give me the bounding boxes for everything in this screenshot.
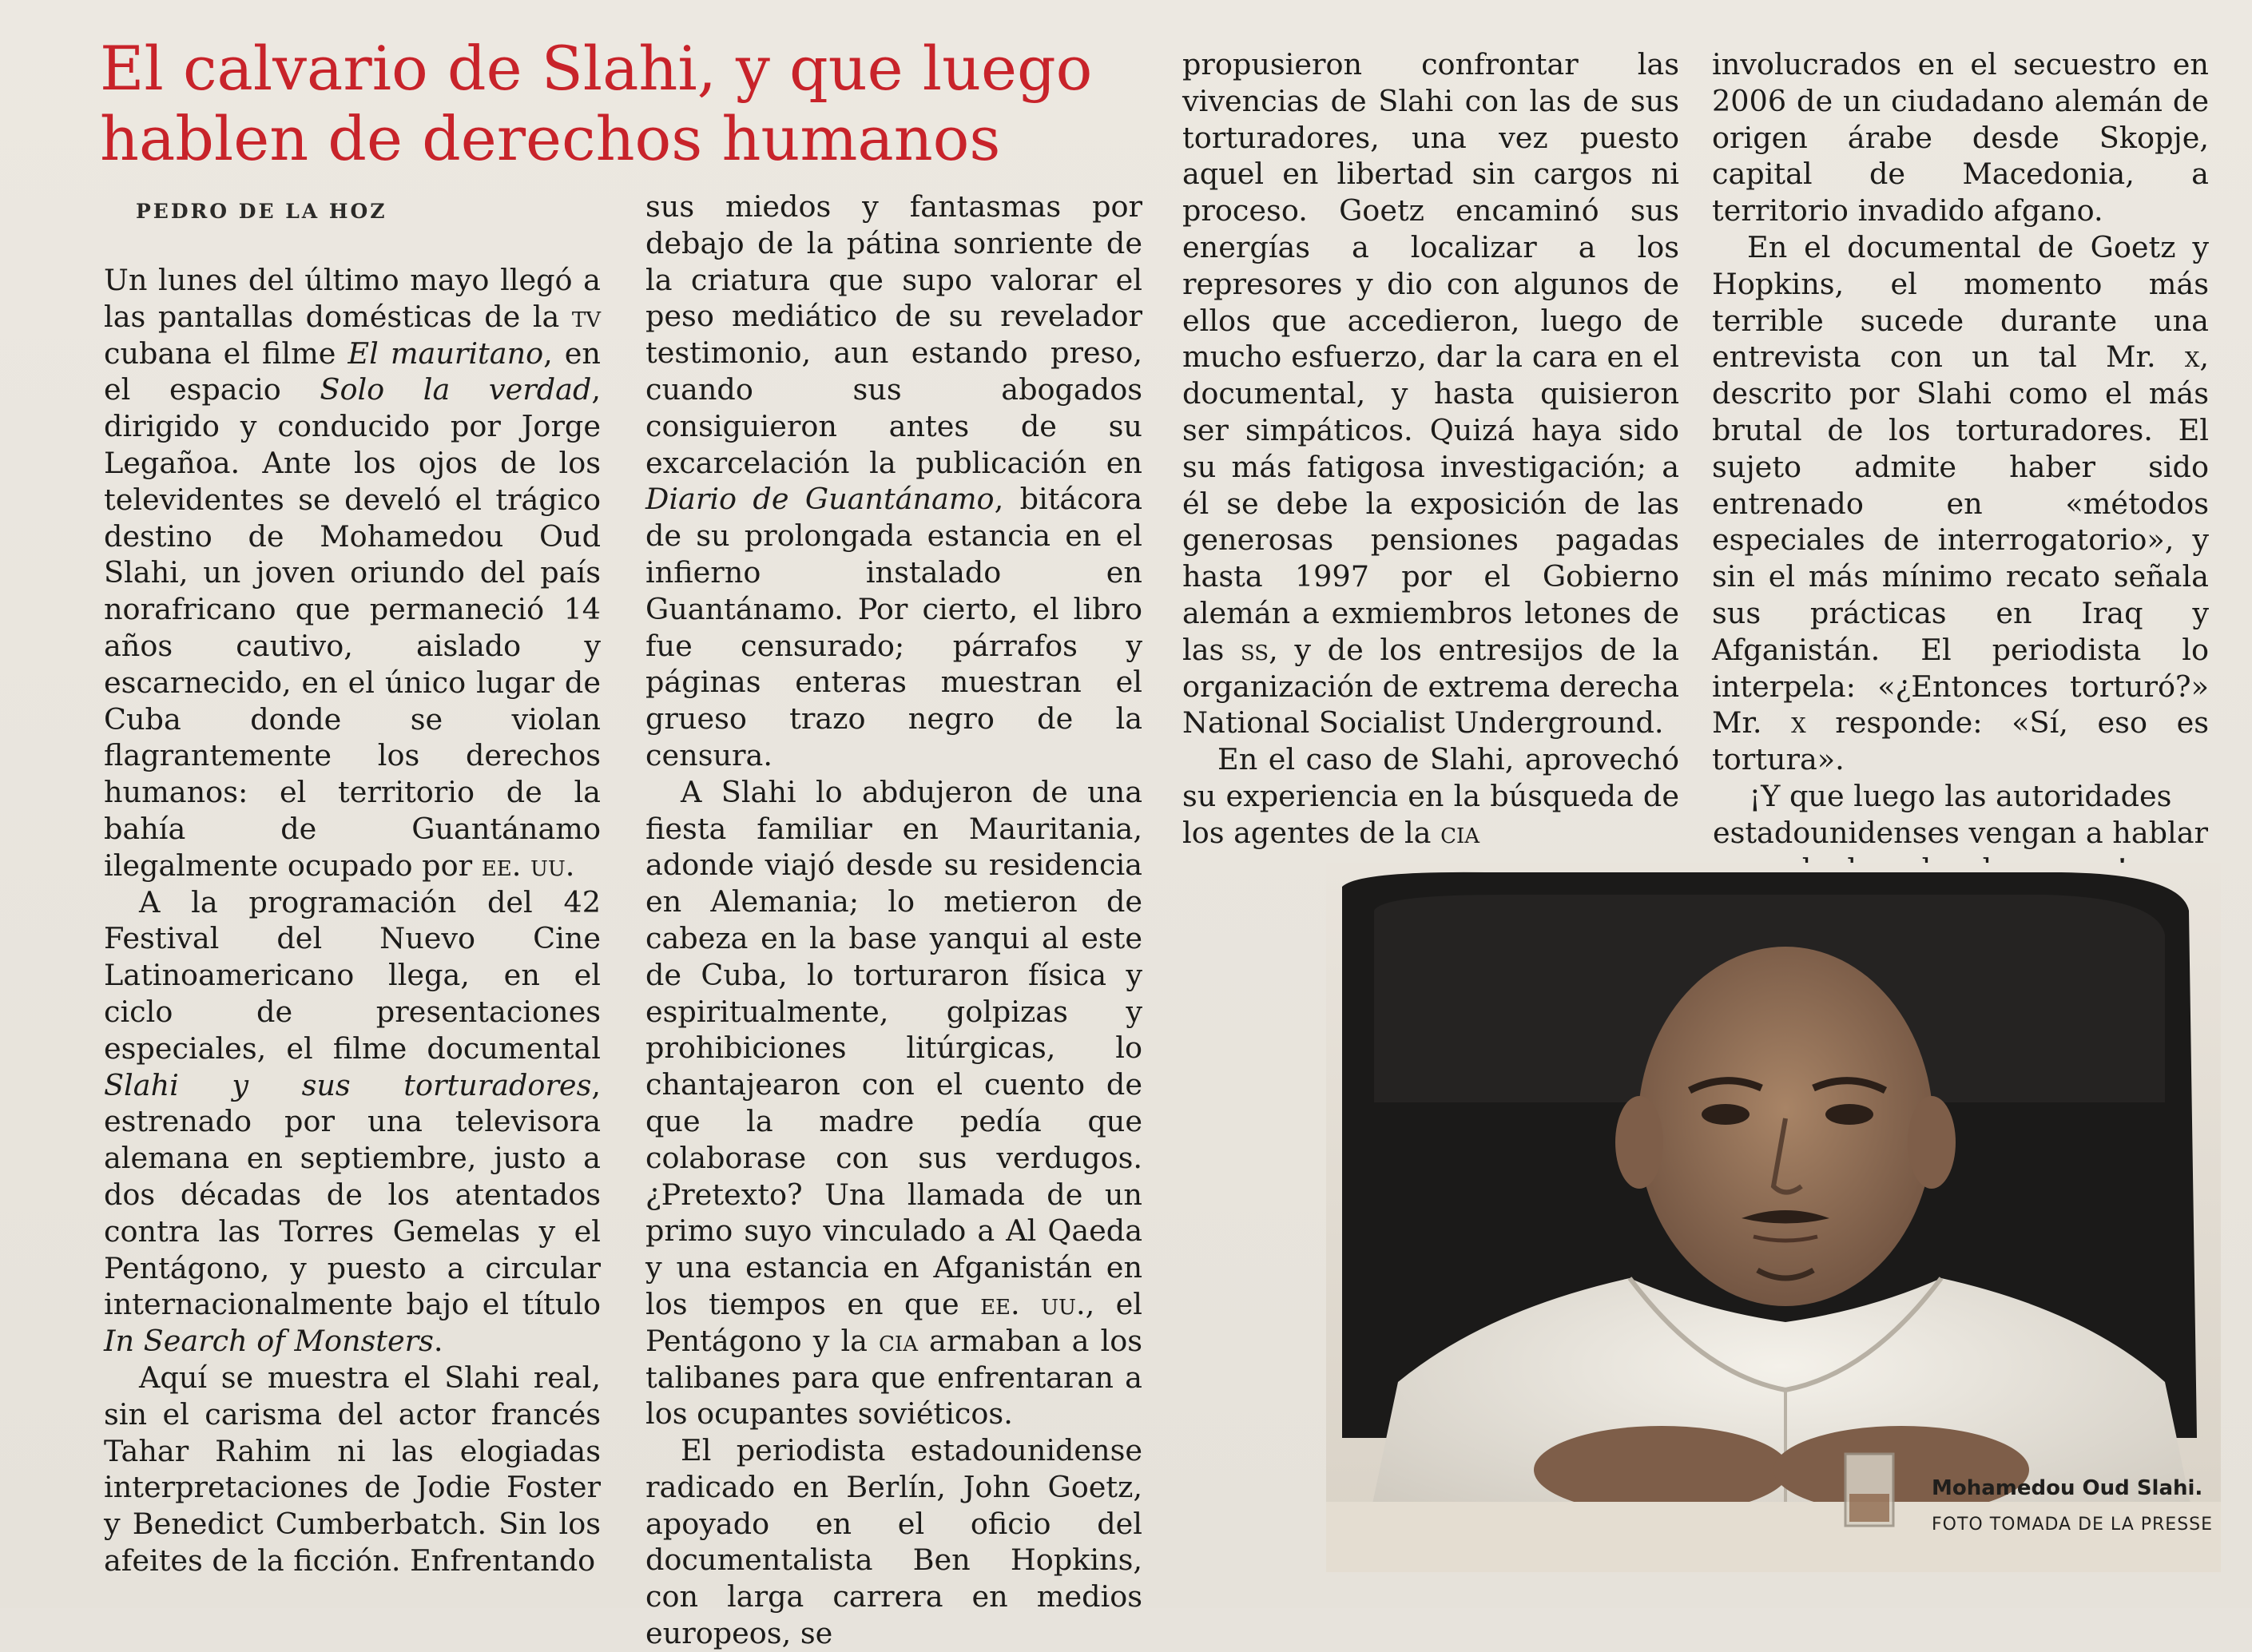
article-column-3 xyxy=(1182,46,1679,852)
photo-credit: FOTO TOMADA DE LA PRESSE xyxy=(1932,1515,2214,1535)
portrait-illustration xyxy=(1326,863,2221,1572)
paragraph-closing: ¡Y que luego las autoridades estadounidenses vengan a hablar xyxy=(1712,778,2209,850)
article-column-1 xyxy=(104,262,601,1579)
headline-line-1: El calvario de Slahi, y que luego xyxy=(100,33,1093,104)
paragraph: A la programación del 42 Festival del Nuevo Cine Latinoamericano llega, en el ciclo de presentaciones especiales, el filme documental Slahi y sus torturadores, estrenado por una televisora alemana en septiembre, justo a dos décadas de los atentados contra las Torres Gemelas y el Pentágono, y puesto a circular internacionalmente bajo el título In Search of Monsters. xyxy=(104,884,601,1359)
article-headline xyxy=(100,34,1138,174)
paragraph: Aquí se muestra el Slahi real, sin el carisma del actor francés Tahar Rahim ni las elogiadas interpretaciones de Jodie Foster y Benedict Cumberbatch. Sin los afeites de la ficción. Enfrentando xyxy=(104,1360,601,1578)
bleed-through-top xyxy=(1118,0,2237,32)
paragraph: involucrados en el secuestro en 2006 de un ciudadano alemán de origen árabe desde Skopje, capital de Macedonia, a territorio invadido afgano. xyxy=(1712,47,2209,228)
article-column-4 xyxy=(1712,46,2209,888)
photo-caption: Mohamedou Oud Slahi. xyxy=(1932,1476,2203,1500)
paragraph: El periodista estadounidense radicado en Berlín, John Goetz, apoyado en el oficio del documentalista Ben Hopkins, con larga carrera en medios europeos, se xyxy=(645,1433,1142,1651)
byline: PEDRO DE LA HOZ xyxy=(136,200,387,223)
paragraph: A Slahi lo abdujeron de una fiesta familiar en Mauritania, adonde viajó desde su residencia en Alemania; lo metieron de cabeza en la base yanqui al este de Cuba, lo torturaron física y espiritualmente, golpizas y prohibiciones litúrgicas, lo chantajearon con el cuento de que la madre pedía que colaborase con sus verdugos. ¿Pretexto? Una llamada de un primo suyo vinculado a Al Qaeda y una estancia en Afganistán en los tiempos en que ee. uu., el Pentágono y la cia armaban a los talibanes para que enfrentaran a los ocupantes soviéticos. xyxy=(645,774,1143,1432)
article-column-2 xyxy=(645,189,1142,1652)
paragraph: En el documental de Goetz y Hopkins, el momento más terrible sucede durante una entrevista con un tal Mr. x, descrito por Slahi como el más brutal de los torturadores. El sujeto admite haber sido entrenado en «métodos especiales de interrogatorio», y sin el más mínimo recato señala sus prácticas en Iraq y Afganistán. El periodista lo interpela: «¿Entonces torturó?» Mr. x responde: «Sí, eso es tortura». xyxy=(1712,229,2209,777)
paragraph: Un lunes del último mayo llegó a las pantallas domésticas de la tv cubana el filme El mauritano, en el espacio Solo la verdad, dirigido y conducido por Jorge Legañoa. Ante los ojos de los televidentes se develó el trágico destino de Mohamedou Oud Slahi, un joven oriundo del país norafricano que permaneció 14 años cautivo, aislado y escarnecido, en el único lugar de Cuba donde se violan flagrantemente los derechos humanos: el territorio de la bahía de Guantánamo ilegalmente ocupado por ee. uu. xyxy=(104,263,601,883)
paragraph: propusieron confrontar las vivencias de Slahi con las de sus torturadores, una vez puesto aquel en libertad sin cargos ni proceso. Goetz encaminó sus energías a localizar a los represores y dio con algunos de ellos que accedieron, luego de mucho esfuerzo, dar la cara en el documental, y hasta quisieron ser simpáticos. Quizá haya sido su más fatigosa investigación; a él se debe la exposición de las generosas pensiones pagadas hasta 1997 por el Gobierno alemán a exmiembros letones de las ss, y de los entresijos de la organización de extrema derecha National Socialist Underground. xyxy=(1182,47,1679,741)
headline-line-2: hablen de derechos humanos xyxy=(100,103,1001,174)
paragraph: sus miedos y fantasmas por debajo de la pátina sonriente de la criatura que supo valorar el peso mediático de su revelador testimonio, aun estando preso, cuando sus abogados consiguieron antes de su excarcelación la publicación en Diario de Guantánamo, bitácora de su prolongada estancia en el infierno instalado en Guantánamo. Por cierto, el libro fue censurado; párrafos y páginas enteras muestran el grueso trazo negro de la censura. xyxy=(645,189,1142,772)
paragraph: En el caso de Slahi, aprovechó su experiencia en la búsqueda de los agentes de la cia xyxy=(1182,742,1679,850)
portrait-photo xyxy=(1326,863,2221,1572)
